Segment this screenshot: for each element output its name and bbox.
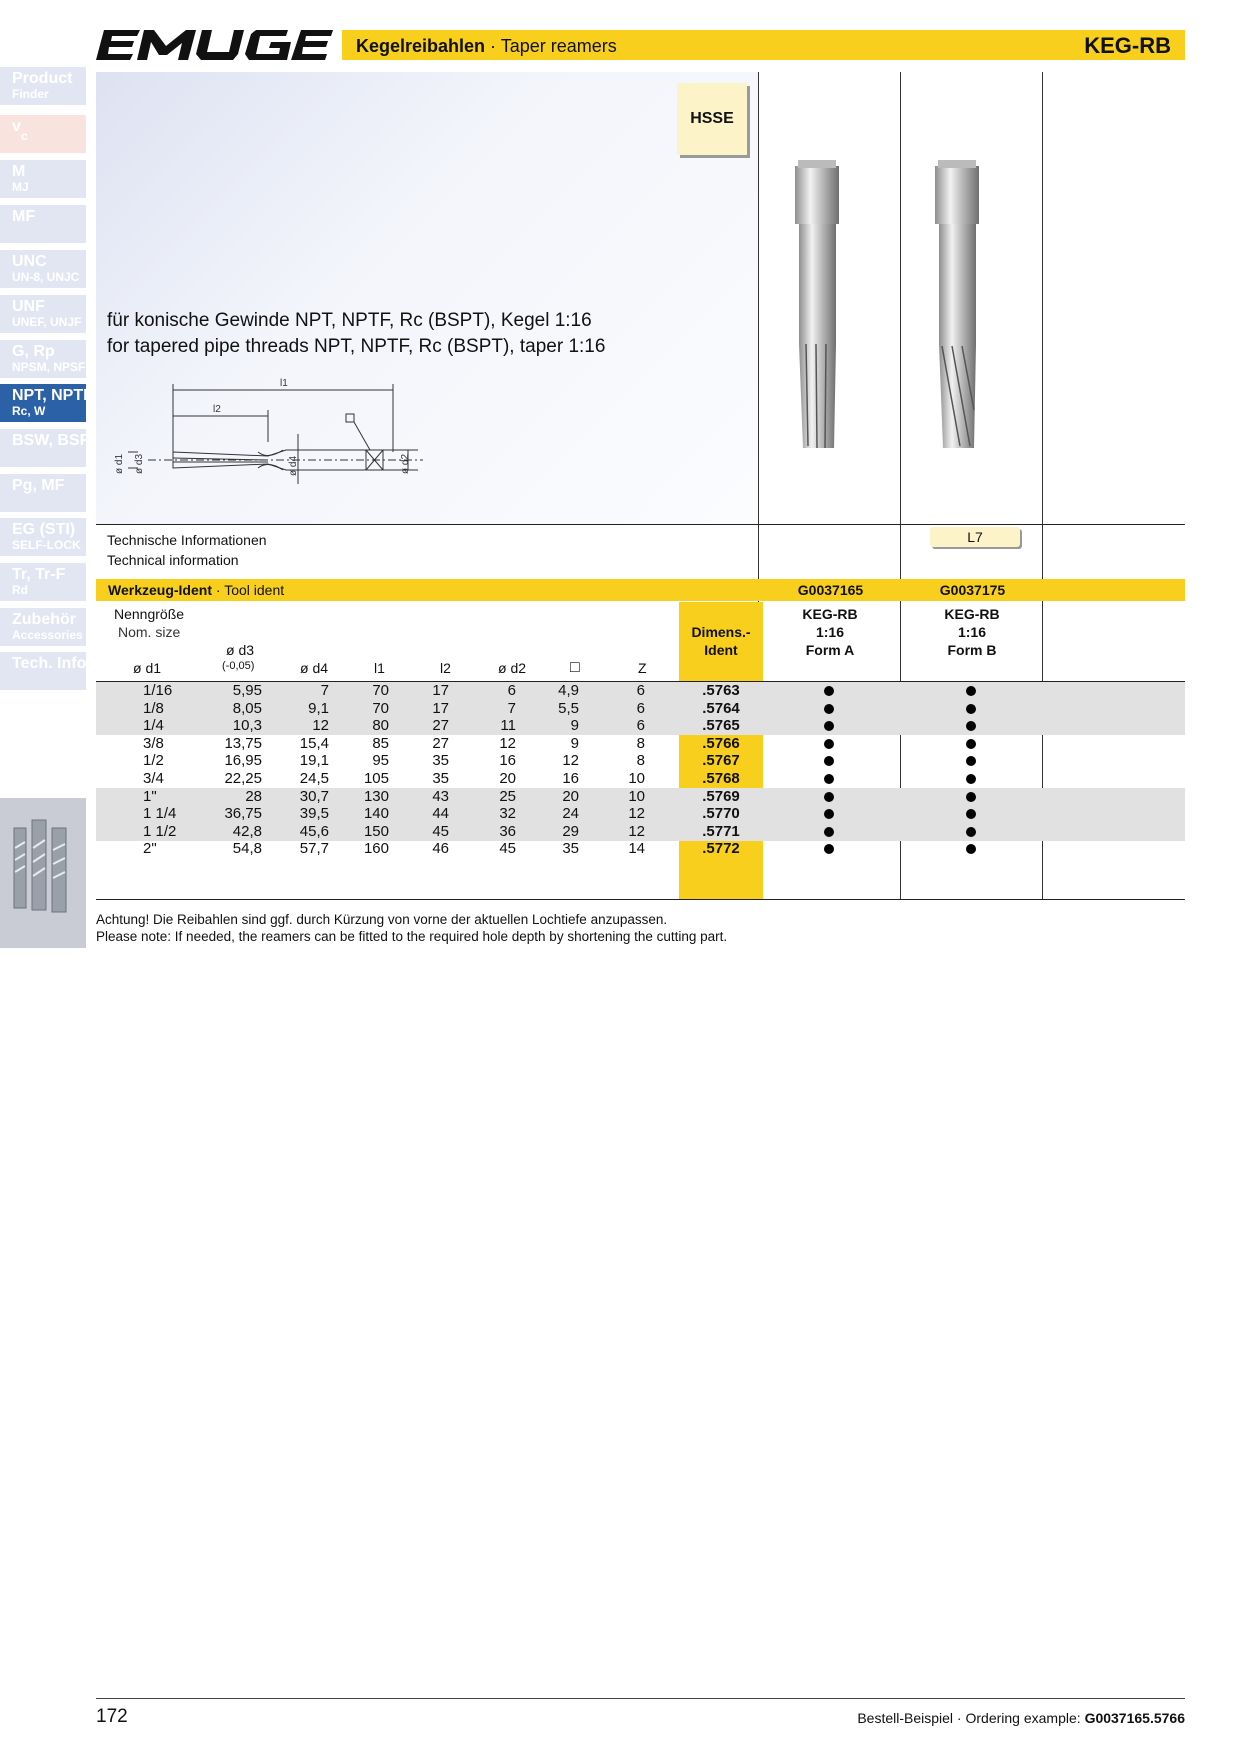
label-d4: ø d4 xyxy=(288,455,299,476)
label-d1: ø d1 xyxy=(114,453,125,474)
cell-l1: 80 xyxy=(372,717,389,735)
variant-b-taper: 1:16 xyxy=(957,624,987,640)
cell-sq: 29 xyxy=(562,822,579,840)
tool-ident-code-b: G0037175 xyxy=(939,582,1006,598)
description-en: for tapered pipe threads NPT, NPTF, Rc (BSPT), taper 1:16 xyxy=(107,336,606,357)
sidebar-item-bsw-bsf[interactable] xyxy=(0,429,90,467)
col-d2: ø d2 xyxy=(498,660,527,676)
cell-d4: 19,1 xyxy=(299,752,329,770)
sidebar-item-label: Zubehör xyxy=(12,611,76,628)
cell-sq: 16 xyxy=(562,770,579,787)
cell-d2: 7 xyxy=(507,699,516,717)
col-d3: ø d3 xyxy=(226,642,255,658)
sidebar-item-sublabel: c xyxy=(21,129,28,143)
col-l1: l1 xyxy=(374,660,385,676)
availability-dot-form-a xyxy=(824,756,834,766)
cell-dim-ident: .5772 xyxy=(702,840,740,858)
cell-d1: 3/4 xyxy=(143,770,164,787)
cell-z: 8 xyxy=(636,734,645,752)
svg-text:EMUGE: EMUGE xyxy=(96,30,100,31)
cell-d4: 30,7 xyxy=(299,787,329,805)
page-title xyxy=(356,36,617,57)
sidebar-item-sublabel: UNEF, UNJF xyxy=(12,315,82,329)
reamer-form-b-image xyxy=(930,160,1000,460)
sidebar-item-unc[interactable] xyxy=(0,250,86,288)
availability-dot-form-b xyxy=(966,792,976,802)
cell-l2: 17 xyxy=(432,682,449,699)
cell-sq: 35 xyxy=(562,840,579,858)
product-code: KEG-RB xyxy=(1084,33,1171,58)
cell-d1: 1" xyxy=(143,787,157,805)
sidebar-item-label: MF xyxy=(12,208,36,225)
sidebar-item-sublabel: MJ xyxy=(12,180,29,194)
sidebar-item-sublabel: Rc, W xyxy=(12,404,46,418)
cell-sq: 5,5 xyxy=(558,699,579,717)
cell-l2: 17 xyxy=(432,699,449,717)
col-d1: ø d1 xyxy=(133,660,162,676)
cell-l1: 140 xyxy=(363,805,389,823)
cell-d2: 20 xyxy=(499,770,516,787)
cell-d3: 22,25 xyxy=(224,770,262,787)
sidebar-item-label: BSW, BSF xyxy=(12,432,90,449)
availability-dot-form-a xyxy=(824,739,834,749)
availability-dot-form-a xyxy=(824,844,834,854)
cell-l2: 35 xyxy=(432,770,449,787)
cell-d2: 36 xyxy=(499,822,516,840)
availability-dot-form-a xyxy=(824,792,834,802)
nom-size-en: Nom. size xyxy=(118,624,181,640)
availability-dot-form-b xyxy=(966,844,976,854)
availability-dot-form-a xyxy=(824,686,834,696)
sidebar-item-zubeh-r[interactable] xyxy=(0,608,86,646)
cell-d3: 36,75 xyxy=(224,805,262,823)
cell-d4: 39,5 xyxy=(299,805,329,823)
col-divider xyxy=(900,72,901,900)
label-d2: ø d2 xyxy=(400,453,411,474)
cell-d1: 1 1/2 xyxy=(143,822,177,840)
sidebar-item-label: NPT, NPTF xyxy=(12,387,93,404)
title-de: Kegelreibahlen xyxy=(356,36,486,56)
cell-d1: 2" xyxy=(143,840,157,858)
divider xyxy=(96,524,1185,525)
cell-dim-ident: .5768 xyxy=(702,770,740,787)
sidebar-item-tech-info[interactable] xyxy=(0,652,86,690)
cell-dim-ident: .5771 xyxy=(702,822,740,840)
variant-a-form: Form A xyxy=(805,642,855,658)
cell-d4: 12 xyxy=(312,717,329,735)
sidebar-item-m[interactable] xyxy=(0,160,86,198)
cell-d2: 12 xyxy=(499,734,516,752)
sidebar-item-pg-mf[interactable] xyxy=(0,474,86,512)
availability-dot-form-b xyxy=(966,827,976,837)
cell-d4: 15,4 xyxy=(299,734,329,752)
cell-d1: 1 1/4 xyxy=(143,805,177,823)
cell-l1: 150 xyxy=(363,822,389,840)
sidebar-item-label: v xyxy=(12,118,21,135)
cell-l1: 160 xyxy=(363,840,389,858)
label-l1: l1 xyxy=(280,378,288,389)
cell-z: 8 xyxy=(636,752,645,770)
cell-z: 10 xyxy=(628,770,645,787)
cell-d1: 1/4 xyxy=(143,717,164,735)
availability-dot-form-a xyxy=(824,774,834,784)
cell-sq: 12 xyxy=(562,752,579,770)
cell-d3: 13,75 xyxy=(224,734,262,752)
cell-d4: 7 xyxy=(320,682,329,699)
cell-d4: 24,5 xyxy=(299,770,329,787)
sidebar-item-label: EG (STI) xyxy=(12,521,76,538)
variant-b-name: KEG-RB xyxy=(944,606,1000,622)
col-d3-tol: (-0,05) xyxy=(222,660,255,672)
title-en: Taper reamers xyxy=(500,36,617,56)
cell-sq: 24 xyxy=(562,805,579,823)
cell-d3: 16,95 xyxy=(224,752,262,770)
cell-dim-ident: .5767 xyxy=(702,752,740,770)
sidebar-item-mf[interactable] xyxy=(0,205,86,243)
col-l2: l2 xyxy=(440,660,451,676)
cell-l2: 27 xyxy=(432,734,449,752)
cell-sq: 20 xyxy=(562,787,579,805)
variant-b-form: Form B xyxy=(947,642,997,658)
cell-dim-ident: .5770 xyxy=(702,805,740,823)
cell-sq: 9 xyxy=(570,734,579,752)
cell-d2: 45 xyxy=(499,840,516,858)
emuge-logo xyxy=(96,30,333,60)
sidebar-item-label: Tr, Tr-F xyxy=(12,566,66,583)
sidebar-item-v[interactable] xyxy=(0,115,86,153)
col-divider xyxy=(1042,72,1043,900)
cell-l1: 70 xyxy=(372,682,389,699)
order-example-code: G0037165.5766 xyxy=(1084,1710,1185,1726)
cell-z: 6 xyxy=(636,699,645,717)
note-de: Achtung! Die Reibahlen sind ggf. durch Kürzung von vorne der aktuellen Lochtiefe anzupassen. xyxy=(96,912,668,927)
sidebar-item-npt-nptf[interactable] xyxy=(0,384,93,422)
cell-l1: 70 xyxy=(372,699,389,717)
cell-z: 12 xyxy=(628,822,645,840)
tolerance-badge: L7 xyxy=(930,527,1020,547)
separator: · xyxy=(211,582,225,598)
cell-l2: 46 xyxy=(432,840,449,858)
sidebar-item-label: M xyxy=(12,163,26,180)
reamer-form-a-image xyxy=(790,160,860,460)
cell-d3: 42,8 xyxy=(232,822,262,840)
nom-size-de: Nenngröße xyxy=(114,606,185,622)
availability-dot-form-a xyxy=(824,827,834,837)
title-separator: · xyxy=(485,36,501,56)
cell-l2: 45 xyxy=(432,822,449,840)
description-de: für konische Gewinde NPT, NPTF, Rc (BSPT), Kegel 1:16 xyxy=(107,310,592,331)
cell-dim-ident: .5764 xyxy=(702,699,740,717)
sidebar-item-sublabel: Rd xyxy=(12,583,28,597)
cell-d3: 54,8 xyxy=(232,840,262,858)
cell-d3: 5,95 xyxy=(232,682,262,699)
sidebar-item-sublabel: UN-8, UNJC xyxy=(12,270,80,284)
technical-drawing xyxy=(108,372,428,492)
availability-dot-form-b xyxy=(966,686,976,696)
cell-dim-ident: .5769 xyxy=(702,787,740,805)
cell-l2: 27 xyxy=(432,717,449,735)
cell-d2: 25 xyxy=(499,787,516,805)
sidebar-item-sublabel: NPSM, NPSF xyxy=(12,360,86,374)
cell-l1: 85 xyxy=(372,734,389,752)
cell-sq: 9 xyxy=(570,717,579,735)
cell-d2: 6 xyxy=(507,682,516,699)
sidebar-item-label: UNC xyxy=(12,253,47,270)
cell-d4: 57,7 xyxy=(299,840,329,858)
cell-d2: 32 xyxy=(499,805,516,823)
cell-d4: 45,6 xyxy=(299,822,329,840)
variant-a-taper: 1:16 xyxy=(815,624,845,640)
sidebar-item-unf[interactable] xyxy=(0,295,86,333)
label-d3: ø d3 xyxy=(134,453,145,474)
tool-thumbnail xyxy=(0,798,86,948)
note-en: Please note: If needed, the reamers can be fitted to the required hole depth by shortening the cutting part. xyxy=(96,929,728,944)
availability-dot-form-b xyxy=(966,756,976,766)
cell-z: 12 xyxy=(628,805,645,823)
cell-d1: 3/8 xyxy=(143,734,164,752)
cell-dim-ident: .5765 xyxy=(702,717,740,735)
cell-d1: 1/16 xyxy=(143,682,173,699)
cell-dim-ident: .5766 xyxy=(702,734,740,752)
sidebar-item-label: G, Rp xyxy=(12,343,55,360)
dim-ident-header-1: Dimens.- xyxy=(691,624,751,640)
tech-info-en: Technical information xyxy=(107,552,239,568)
tool-ident-code-a: G0037165 xyxy=(797,582,864,598)
cell-dim-ident: .5763 xyxy=(702,682,740,699)
footer-rule xyxy=(96,1698,1185,1699)
separator: · xyxy=(953,1710,966,1726)
cell-d2: 16 xyxy=(499,752,516,770)
cell-l2: 43 xyxy=(432,787,449,805)
availability-dot-form-b xyxy=(966,774,976,784)
tool-ident-label-de: Werkzeug-Ident xyxy=(108,582,212,598)
cell-sq: 4,9 xyxy=(558,682,579,699)
sidebar-item-label: Tech. Info xyxy=(12,655,87,672)
cell-d3: 10,3 xyxy=(232,717,262,735)
availability-dot-form-b xyxy=(966,704,976,714)
ordering-example xyxy=(857,1710,1185,1726)
title-bar xyxy=(342,30,1185,60)
cell-d3: 8,05 xyxy=(232,699,262,717)
col-d4: ø d4 xyxy=(300,660,329,676)
dim-ident-header-2: Ident xyxy=(704,642,738,658)
variant-a-name: KEG-RB xyxy=(802,606,858,622)
order-label-de: Bestell-Beispiel xyxy=(857,1710,954,1726)
cell-d1: 1/2 xyxy=(143,752,164,770)
col-z: Z xyxy=(638,660,647,676)
sidebar-item-eg-sti[interactable] xyxy=(0,518,86,556)
tool-ident-label-en: Tool ident xyxy=(224,582,285,598)
sidebar-item-label: Pg, MF xyxy=(12,477,65,494)
cell-l1: 130 xyxy=(363,787,389,805)
tool-ident-bar xyxy=(96,579,1185,601)
order-label-en: Ordering example: xyxy=(965,1710,1081,1726)
availability-dot-form-b xyxy=(966,739,976,749)
cell-d4: 9,1 xyxy=(308,699,329,717)
col-square: □ xyxy=(570,659,580,676)
cell-z: 10 xyxy=(628,787,645,805)
label-l2: l2 xyxy=(213,404,221,415)
cell-d2: 11 xyxy=(500,717,516,735)
availability-dot-form-a xyxy=(824,704,834,714)
cell-l1: 105 xyxy=(363,770,389,787)
sidebar-item-product[interactable] xyxy=(0,67,86,105)
cell-z: 6 xyxy=(636,717,645,735)
sidebar-item-g-rp[interactable] xyxy=(0,340,86,378)
cell-d1: 1/8 xyxy=(143,699,164,717)
cell-z: 14 xyxy=(628,840,645,858)
material-badge: HSSE xyxy=(677,83,747,155)
cell-l1: 95 xyxy=(372,752,389,770)
sidebar-item-sublabel: SELF-LOCK xyxy=(12,538,81,552)
table-bottom-rule xyxy=(96,899,1185,900)
sidebar-item-tr-tr-f[interactable] xyxy=(0,563,86,601)
sidebar-item-label: UNF xyxy=(12,298,45,315)
sidebar-item-sublabel: Accessories xyxy=(12,628,83,642)
page-number: 172 xyxy=(96,1706,128,1727)
sidebar-item-sublabel: Finder xyxy=(12,87,49,101)
sidebar-item-label: Product xyxy=(12,70,73,87)
cell-l2: 35 xyxy=(432,752,449,770)
cell-z: 6 xyxy=(636,682,645,699)
cell-l2: 44 xyxy=(432,805,449,823)
cell-d3: 28 xyxy=(245,787,262,805)
tech-info-de: Technische Informationen xyxy=(107,532,267,548)
